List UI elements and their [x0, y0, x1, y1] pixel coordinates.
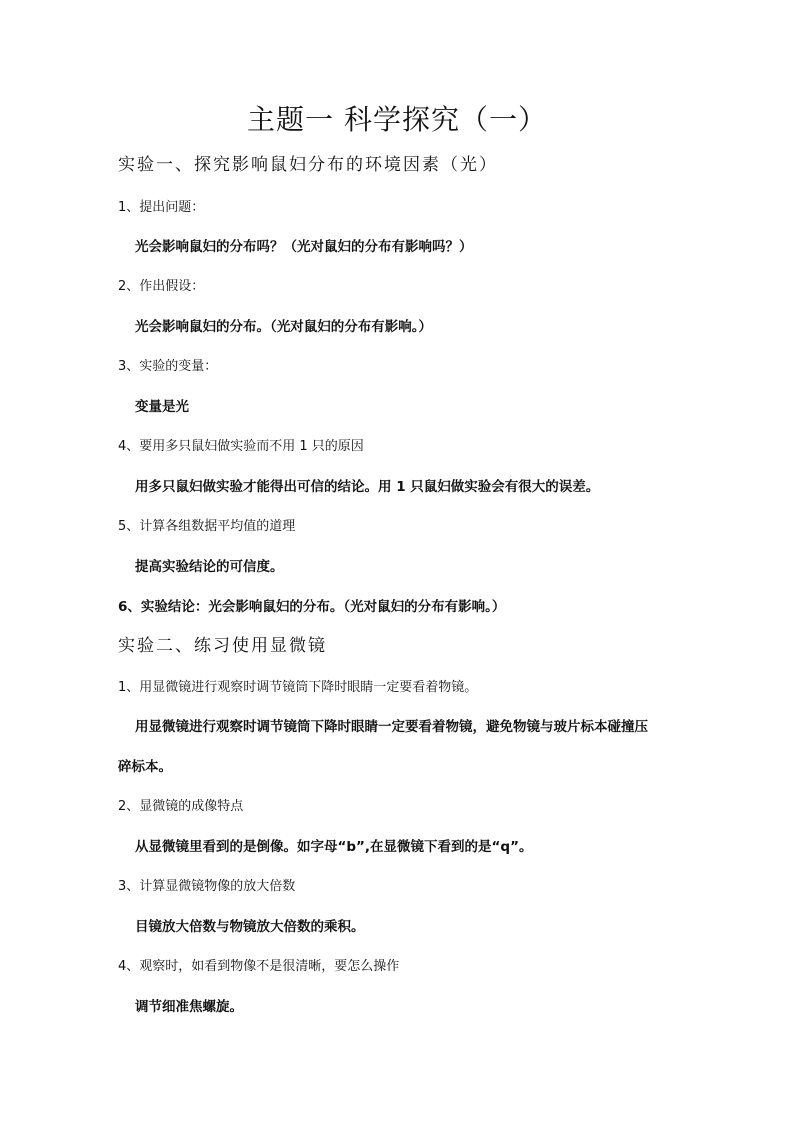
experiment1-heading: 实验一、探究影响鼠妇分布的环境因素（光） [118, 155, 498, 175]
exp1-answer-5: 提高实验结论的可信度。 [135, 559, 284, 575]
exp2-question-3: 3、计算显微镜物像的放大倍数 [118, 879, 296, 894]
exp2-question-1: 1、用显微镜进行观察时调节镜筒下降时眼睛一定要看着物镜。 [118, 680, 478, 695]
exp1-answer-3: 变量是光 [135, 399, 189, 415]
exp2-question-4: 4、观察时，如看到物像不是很清晰，要怎么操作 [118, 959, 400, 974]
exp1-answer-1: 光会影响鼠妇的分布吗？（光对鼠妇的分布有影响吗？） [135, 239, 473, 255]
exp2-answer-1-continued: 碎标本。 [118, 759, 172, 775]
experiment2-heading: 实验二、练习使用显微镜 [118, 636, 327, 656]
exp2-answer-3: 目镜放大倍数与物镜放大倍数的乘积。 [135, 919, 365, 935]
exp1-question-1: 1、提出问题： [118, 200, 205, 215]
exp1-answer-4: 用多只鼠妇做实验才能得出可信的结论。用 1 只鼠妇做实验会有很大的误差。 [135, 479, 600, 495]
exp1-answer-2: 光会影响鼠妇的分布。（光对鼠妇的分布有影响。） [135, 319, 432, 335]
exp1-question-4: 4、要用多只鼠妇做实验而不用 1 只的原因 [118, 439, 364, 454]
exp1-question-3: 3、实验的变量： [118, 359, 218, 374]
exp1-conclusion: 6、实验结论：光会影响鼠妇的分布。（光对鼠妇的分布有影响。） [118, 599, 506, 615]
exp2-question-2: 2、显微镜的成像特点 [118, 799, 244, 814]
exp1-question-5: 5、计算各组数据平均值的道理 [118, 519, 296, 534]
exp2-answer-4: 调节细准焦螺旋。 [135, 999, 243, 1015]
exp1-question-2: 2、作出假设： [118, 279, 205, 294]
exp2-answer-1: 用显微镜进行观察时调节镜筒下降时眼睛一定要看着物镜，避免物镜与玻片标本碰撞压 [135, 719, 648, 735]
page-title: 主题一 科学探究（一） [247, 103, 547, 136]
exp2-answer-2: 从显微镜里看到的是倒像。如字母“b”,在显微镜下看到的是“q”。 [135, 839, 533, 855]
